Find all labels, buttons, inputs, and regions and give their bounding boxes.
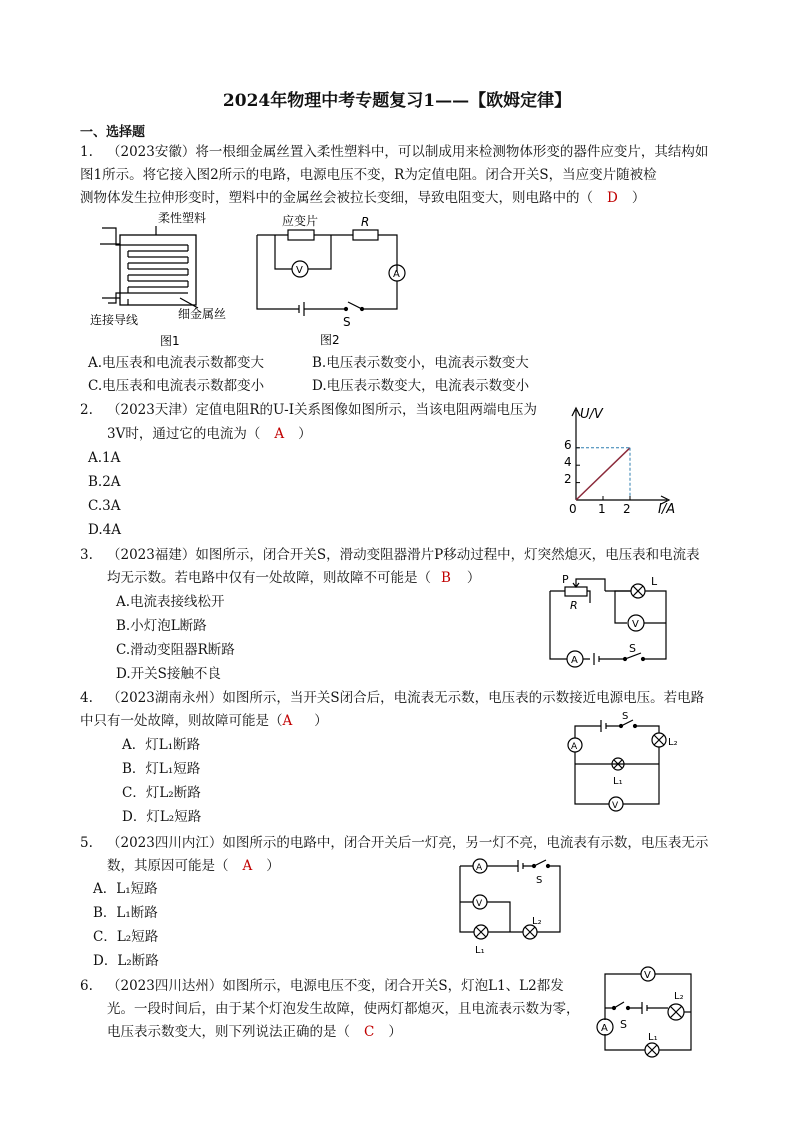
q4-answer: A [282,713,293,729]
y-axis-label: U/V [580,407,603,422]
label-flexible-plastic: 柔性塑料 [158,211,207,225]
q5-number: 5. [80,835,93,851]
q6-line-2: 光。一段时间后，由于某个灯泡发生故障，使两灯都熄灭，且电流表示数为零， [107,1001,580,1017]
q2-line-2 [107,423,312,445]
q5-option-a: A．L₁短路 [93,881,158,897]
voltmeter-label: V [632,619,639,630]
q1-option-a: A.电压表和电流表示数都变大 [88,355,265,371]
q6-line-1: （2023四川达州）如图所示，电源电压不变，闭合开关S，灯泡L1、L2都发 [107,978,564,994]
ammeter-label: A [571,742,578,752]
page-title: 2024年物理中考专题复习1——【欧姆定律】 [222,91,572,111]
lamp-l1-label: L₁ [648,1032,658,1043]
lamp-l1-label: L₁ [475,945,485,956]
lamp-l-label: L [651,575,658,588]
q4-bracket: ） [314,713,328,729]
lamp-l2-label: L₂ [532,916,542,927]
q5-option-b: B．L₁断路 [93,905,158,921]
x-axis-label: I/A [658,502,676,517]
q3-line-2 [107,567,480,589]
q3-bracket: ） [466,570,481,586]
lamp-l2-label: L₂ [668,737,678,748]
ammeter-label: A [571,655,578,666]
y-tick-2: 2 [564,472,572,486]
q5-option-c: C．L₂短路 [93,929,159,945]
q6-circuit [590,960,700,1060]
q4-circuit [563,708,693,813]
q2-option-d: D.4A [88,522,121,538]
lamp-l1-label: L₁ [613,776,623,787]
x-tick-1: 1 [598,502,606,516]
label-metal-wire: 细金属丝 [178,307,227,321]
q5-stem-end: 数，其原因可能是（ [107,858,229,874]
ammeter-label: A [476,863,483,873]
switch-label: S [343,315,351,329]
q3-option-c: C.滑动变阻器R断路 [116,642,235,658]
q3-answer: B [441,570,451,586]
q1-option-d: D.电压表示数变大，电流表示数变小 [312,378,530,394]
q6-answer: C [364,1024,375,1040]
q2-option-c: C.3A [88,498,121,514]
q1-option-b: B.电压表示数变小，电流表示数变大 [312,355,529,371]
figure-2-caption: 图2 [320,333,340,347]
switch-s-label: S [622,711,629,722]
q3-option-d: D.开关S接触不良 [116,666,221,682]
data-line [576,448,630,500]
q4-number: 4. [80,690,93,706]
q6-stem-end: 电压表示数变大，则下列说法正确的是（ [107,1024,350,1040]
q1-option-c: C.电压表和电流表示数都变小 [88,378,265,394]
switch-s-label: S [536,875,543,886]
q4-stem-end: 中只有一处故障，则故障可能是（ [80,713,283,729]
label-strain-gauge: 应变片 [282,214,319,228]
q3-number: 3. [80,547,93,563]
section-heading: 一、选择题 [80,125,146,140]
ammeter-label: A [393,269,400,280]
q3-line-1: （2023福建）如图所示，闭合开关S，滑动变阻器滑片P移动过程中，灯突然熄灭，电压表和电流表 [107,547,700,563]
q1-answer: D [607,190,618,206]
q4-line-1: （2023湖南永州）如图所示，当开关S闭合后，电流表无示数，电压表的示数接近电源电压。若电路 [107,690,705,706]
q1-figure-2 [250,212,410,348]
q5-line-1: （2023四川内江）如图所示的电路中，闭合开关后一灯亮，另一灯不亮，电流表有示数，电压表无示 [107,835,709,851]
q5-answer: A [242,858,253,874]
q6-line-3 [107,1021,402,1043]
rheostat-r-label: R [570,599,578,612]
q5-circuit [450,852,575,957]
x-tick-0: 0 [569,502,577,516]
q2-stem-end: 3V时，通过它的电流为（ [107,426,261,442]
voltmeter-label: V [476,899,483,909]
q2-option-a: A.1A [88,450,121,466]
q1-line-1: （2023安徽）将一根细金属丝置入柔性塑料中，可以制成用来检测物体形变的器件应变片，其结构如 [107,144,709,160]
q1-number: 1. [80,144,93,160]
x-tick-2: 2 [623,502,631,516]
y-tick-4: 4 [564,455,572,469]
figure-1-caption: 图1 [160,334,180,348]
lamp-l2-label: L₂ [674,991,684,1002]
label-resistor-r: R [361,215,370,229]
q2-ui-graph [555,400,685,520]
q1-line-3 [80,187,645,209]
q3-circuit [545,573,675,673]
voltmeter-label: V [612,801,619,811]
q6-number: 6. [80,978,93,994]
q1-bracket: ） [631,190,646,206]
q6-bracket: ） [388,1024,402,1040]
q5-line-2 [107,855,280,877]
y-tick-6: 6 [564,438,572,452]
q1-line-2: 图1所示。将它接入图2所示的电路，电源电压不变，R为定值电阻。闭合开关S，当应变片随被检 [80,167,657,183]
q4-line-2 [80,710,328,732]
q4-option-a: A．灯L₁断路 [122,737,201,753]
q5-option-d: D．L₂断路 [93,953,159,969]
q3-stem-end: 均无示数。若电路中仅有一处故障，则故障不可能是（ [107,570,431,586]
label-connecting-wire: 连接导线 [90,313,139,327]
q5-bracket: ） [266,858,280,874]
q2-bracket: ） [298,426,312,442]
q1-figure-1 [88,208,238,348]
q2-number: 2. [80,402,93,418]
switch-s-label: S [629,642,636,655]
switch-s-label: S [620,1018,627,1031]
q4-option-c: C．灯L₂断路 [122,785,201,801]
voltmeter-label: V [296,265,303,276]
q1-stem-end: 测物体发生拉伸形变时，塑料中的金属丝会被拉长变细，导致电阻变大，则电路中的（ [80,190,593,206]
ammeter-label: A [601,1023,608,1034]
q4-option-b: B．灯L₁短路 [122,761,201,777]
q2-line-1: （2023天津）定值电阻R的U-I关系图像如图所示，当该电阻两端电压为 [107,402,538,418]
slider-p-label: P [562,573,569,586]
q2-answer: A [274,426,285,442]
q3-option-a: A.电流表接线松开 [116,594,225,610]
q2-option-b: B.2A [88,474,121,490]
voltmeter-label: V [644,970,651,981]
q3-option-b: B.小灯泡L断路 [116,618,207,634]
q4-option-d: D．灯L₂短路 [122,809,202,825]
